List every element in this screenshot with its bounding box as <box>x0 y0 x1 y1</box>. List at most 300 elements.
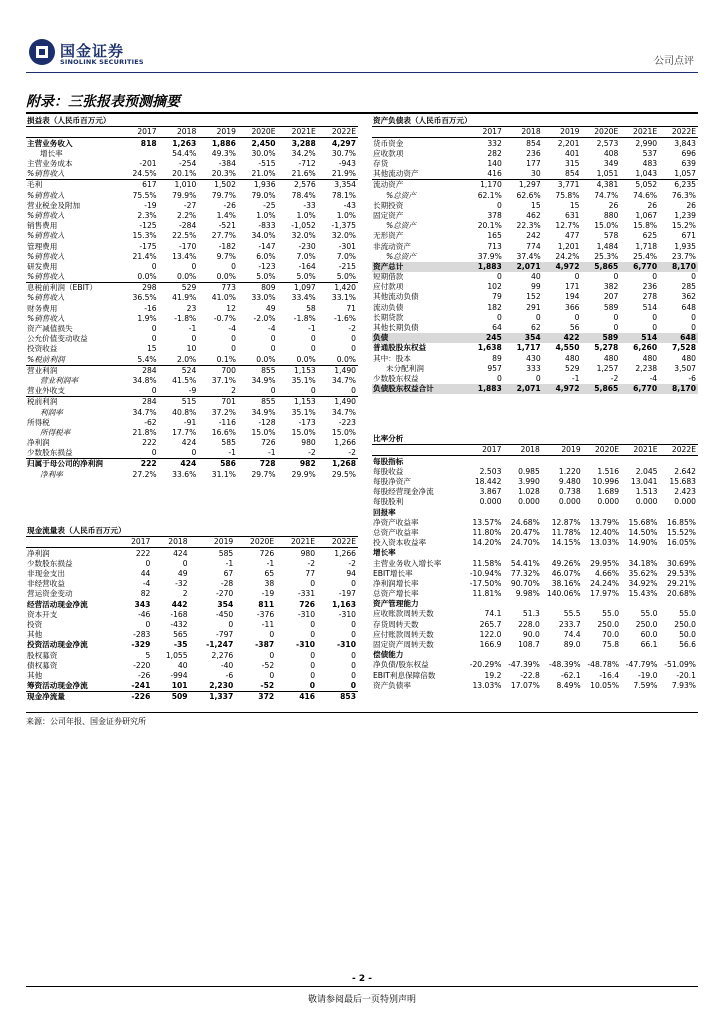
value-cell: -16.4 <box>599 670 620 680</box>
value-cell: 10 <box>186 344 197 354</box>
value-cell: 64 <box>492 323 502 333</box>
value-cell: 37.4% <box>516 251 541 261</box>
value-cell: 37.2% <box>211 407 236 417</box>
table-row <box>26 149 358 159</box>
value-cell: 0 <box>613 323 619 333</box>
row-label: 回报率 <box>373 507 396 517</box>
value-cell: -48.39% <box>548 660 581 670</box>
value-cell: 0 <box>574 272 580 282</box>
value-cell: -28 <box>220 579 234 589</box>
value-cell: 2,450 <box>251 138 276 148</box>
value-cell: 1,886 <box>211 138 236 148</box>
value-cell: 617 <box>119 180 159 191</box>
ratio-analysis-table <box>372 434 698 691</box>
row-label: 长期贷款 <box>373 312 404 322</box>
value-cell: -4 <box>142 579 151 589</box>
table-row <box>26 579 358 589</box>
value-cell: 101 <box>171 681 188 691</box>
value-cell: 49 <box>265 303 276 313</box>
row-label: 其他 <box>27 670 43 680</box>
value-cell: 0.0% <box>336 354 356 364</box>
value-cell: 1,057 <box>674 169 696 179</box>
row-label: 股权募资 <box>27 650 58 660</box>
row-label: 主营业务收入 <box>27 138 73 148</box>
value-cell: 0 <box>228 619 234 629</box>
value-cell: 0 <box>151 386 157 396</box>
value-cell: 0 <box>496 272 502 282</box>
row-label: 净利率 <box>40 469 63 479</box>
value-cell: 343 <box>134 599 151 609</box>
value-cell: -125 <box>139 221 157 231</box>
value-cell: 1,717 <box>516 343 541 353</box>
value-cell: 282 <box>487 148 502 158</box>
value-cell: -254 <box>179 159 197 169</box>
value-cell: -241 <box>131 681 151 691</box>
row-label: 其他长期负债 <box>373 323 419 333</box>
value-cell: 1,935 <box>674 241 696 251</box>
table-row <box>372 528 698 538</box>
value-cell: 1,067 <box>635 210 658 220</box>
value-cell: 9.480 <box>558 477 581 487</box>
value-cell: 15.0% <box>251 427 276 437</box>
value-cell: 1,420 <box>318 283 358 294</box>
value-cell: 2,573 <box>596 138 619 148</box>
value-cell: 5.4% <box>137 354 157 364</box>
value-cell: 349 <box>603 159 619 169</box>
value-cell: 245 <box>465 333 504 343</box>
row-label: 流动负债 <box>373 302 404 312</box>
value-cell: 24.68% <box>510 517 540 527</box>
value-cell: 0 <box>151 324 157 334</box>
row-label: 偿债能力 <box>373 650 404 660</box>
value-cell: 537 <box>642 148 658 158</box>
value-cell <box>465 456 503 467</box>
page-header <box>0 0 724 70</box>
value-cell: 1.513 <box>635 487 658 497</box>
cash-flow-table <box>26 526 358 702</box>
value-cell: -47.79% <box>625 660 658 670</box>
row-label: 营业外收支 <box>27 386 65 396</box>
value-cell: 29.53% <box>667 568 696 578</box>
value-cell: 30.7% <box>331 148 356 158</box>
logo-text-cn: 国金证券 <box>60 42 125 60</box>
value-cell: 0 <box>269 630 275 640</box>
year-header-row <box>26 127 358 138</box>
row-label: 每股股利 <box>373 497 404 507</box>
value-cell <box>465 650 503 660</box>
row-label: 固定资产周转天数 <box>373 640 434 650</box>
value-cell <box>583 507 621 517</box>
value-cell: 31.1% <box>211 469 236 479</box>
value-cell: 6,235 <box>659 180 698 191</box>
value-cell: 62.6% <box>516 190 541 200</box>
value-cell: -2 <box>610 373 619 383</box>
value-cell: 0 <box>351 579 356 589</box>
section-title: 现金流量表（人民币百万元） <box>26 526 358 537</box>
value-cell: 980 <box>300 548 316 558</box>
value-cell: 2,071 <box>504 262 543 272</box>
value-cell: 242 <box>526 231 541 241</box>
value-cell: 7.0% <box>296 251 316 261</box>
value-cell: -1,375 <box>331 221 356 231</box>
value-cell: 34.92% <box>628 578 658 588</box>
value-cell: 7.0% <box>336 251 356 261</box>
table-row <box>372 630 698 640</box>
section-title: 资产负债表（人民币百万元） <box>372 116 698 127</box>
value-cell: 1,718 <box>635 241 658 251</box>
value-cell <box>465 548 503 558</box>
value-cell: 17.7% <box>172 427 197 437</box>
row-label: 长期投资 <box>373 200 404 210</box>
value-cell: 2,276 <box>211 650 234 660</box>
value-cell: 15.0% <box>291 427 316 437</box>
year-header-cell: 2017 <box>465 127 504 138</box>
value-cell: 94 <box>346 569 356 579</box>
value-cell: 0 <box>309 681 316 691</box>
value-cell: 0 <box>270 386 276 396</box>
value-cell: 855 <box>238 397 278 408</box>
value-cell: 424 <box>181 438 197 448</box>
value-cell: -310 <box>336 640 356 650</box>
value-cell: 0 <box>351 619 356 629</box>
value-cell: 33.6% <box>172 469 197 479</box>
value-cell: 49 <box>177 569 188 579</box>
value-cell: 6.0% <box>256 251 276 261</box>
value-cell: -331 <box>297 589 316 599</box>
value-cell: 333 <box>526 363 541 373</box>
value-cell: 354 <box>504 333 543 343</box>
value-cell: 2.045 <box>635 466 658 476</box>
row-label: 财务费用 <box>27 303 58 313</box>
value-cell: -11 <box>261 619 275 629</box>
value-cell: 430 <box>526 353 541 363</box>
value-cell: 0 <box>691 323 696 333</box>
value-cell: -943 <box>338 159 356 169</box>
value-cell: 9.7% <box>216 251 236 261</box>
value-cell: 90.0 <box>522 629 540 639</box>
value-cell <box>503 599 541 609</box>
value-cell: 26 <box>686 200 696 210</box>
row-label: %总资产 <box>386 221 416 231</box>
row-label: %总资产 <box>386 251 416 261</box>
value-cell <box>660 507 699 517</box>
value-cell: 0 <box>269 650 275 660</box>
table-row <box>372 568 698 578</box>
row-label: 其他流动负债 <box>373 292 419 302</box>
value-cell: 401 <box>564 148 580 158</box>
value-cell: -4 <box>228 324 236 334</box>
value-cell: 74.1 <box>484 609 502 619</box>
value-cell: 372 <box>235 692 276 703</box>
value-cell: 74.4 <box>563 629 581 639</box>
table-row <box>26 169 358 180</box>
value-cell: 13.57% <box>472 517 502 527</box>
value-cell: 0 <box>310 650 316 660</box>
table-row <box>372 241 698 251</box>
row-label: 资产管理能力 <box>373 599 419 609</box>
value-cell: 30 <box>530 169 541 179</box>
value-cell: 3.990 <box>518 477 540 487</box>
value-cell: 529 <box>564 363 580 373</box>
value-cell: 70.0 <box>602 629 620 639</box>
value-cell: -164 <box>298 261 316 271</box>
value-cell: -201 <box>139 159 157 169</box>
value-cell: 480 <box>564 353 580 363</box>
value-cell: 34.7% <box>331 375 356 385</box>
value-cell: 696 <box>681 148 696 158</box>
value-cell: 483 <box>642 159 658 169</box>
row-label: %销售收入 <box>27 169 65 179</box>
value-cell: 29.21% <box>667 578 696 588</box>
year-header-cell: 2021E <box>278 127 318 138</box>
year-header-cell: 2022E <box>659 127 698 138</box>
income-statement-table <box>26 116 358 480</box>
value-cell: 0 <box>310 670 316 680</box>
value-cell: 5,865 <box>581 384 620 394</box>
value-cell: 250.0 <box>597 619 620 629</box>
year-header-cell: 2018 <box>159 127 199 138</box>
table-row <box>26 438 358 448</box>
row-label: %销售收入 <box>27 210 65 220</box>
table-row <box>26 417 358 427</box>
value-cell: -116 <box>218 417 236 427</box>
value-cell: 76.3% <box>671 190 696 200</box>
value-cell: 15.3% <box>132 231 157 241</box>
cash-flow-panel <box>26 526 358 702</box>
year-header-cell: 2017 <box>119 127 159 138</box>
year-header-cell: 2022E <box>660 445 699 456</box>
value-cell: 20.3% <box>211 169 236 179</box>
value-cell: 13.79% <box>590 517 620 527</box>
value-cell: 8.49% <box>556 680 581 690</box>
value-cell: 0 <box>652 312 658 322</box>
value-cell <box>660 548 699 558</box>
value-cell: 20.1% <box>172 169 197 179</box>
value-cell: 21.9% <box>331 169 356 179</box>
value-cell: 315 <box>564 159 580 169</box>
value-cell: -16 <box>144 303 157 313</box>
year-header-cell: 2020E <box>235 537 276 548</box>
value-cell: 166.9 <box>479 640 502 650</box>
value-cell: 631 <box>564 210 580 220</box>
value-cell: 4,972 <box>543 262 582 272</box>
row-label: 每股经营现金净流 <box>373 487 434 497</box>
section-title: 损益表（人民币百万元） <box>26 116 358 127</box>
value-cell <box>660 599 699 609</box>
value-cell: 514 <box>642 302 658 312</box>
value-cell: 648 <box>681 302 696 312</box>
value-cell: 0.0% <box>256 354 276 364</box>
value-cell: 4,550 <box>555 343 580 353</box>
row-label: EBIT增长率 <box>373 568 413 578</box>
row-label: 固定资产 <box>373 210 404 220</box>
value-cell: 32.0% <box>291 231 316 241</box>
row-label: 主营业务成本 <box>27 159 73 169</box>
value-cell: -9 <box>188 386 197 396</box>
row-label: 利润率 <box>40 407 63 417</box>
table-row <box>372 609 698 619</box>
table-row <box>26 159 358 169</box>
value-cell: 408 <box>603 148 619 158</box>
value-cell <box>465 507 503 517</box>
value-cell <box>660 456 699 467</box>
value-cell: 298 <box>119 283 159 294</box>
row-label: 息税前利润（EBIT） <box>26 283 119 294</box>
row-label: 少数股东权益 <box>373 373 419 383</box>
value-cell: 14.50% <box>628 527 658 537</box>
row-label: 所得税 <box>27 417 50 427</box>
value-cell: -376 <box>256 609 275 619</box>
value-cell: 726 <box>299 599 316 609</box>
year-header-cell: 2022E <box>318 127 358 138</box>
value-cell: 589 <box>581 333 620 343</box>
value-cell <box>621 599 659 609</box>
value-cell: 4,381 <box>581 180 620 191</box>
value-cell: 1,239 <box>674 210 696 220</box>
value-cell: 5,052 <box>620 180 659 191</box>
value-cell: 21.6% <box>291 169 316 179</box>
table-row <box>372 670 698 680</box>
value-cell: 0 <box>351 650 356 660</box>
value-cell: 854 <box>564 169 580 179</box>
value-cell: 0 <box>191 261 197 271</box>
value-cell: 585 <box>218 548 234 558</box>
table-row <box>26 459 358 470</box>
value-cell: 12.87% <box>551 517 581 527</box>
value-cell: 0.000 <box>635 497 658 507</box>
value-cell: 0 <box>496 200 502 210</box>
value-cell: 22.3% <box>516 221 541 231</box>
value-cell: 2,238 <box>635 363 658 373</box>
value-cell: 122.0 <box>479 629 502 639</box>
row-label: 增长率 <box>373 548 396 558</box>
value-cell: 0 <box>191 448 197 458</box>
value-cell: 11.81% <box>472 589 502 599</box>
table-row <box>26 376 358 386</box>
value-cell: 140 <box>487 159 502 169</box>
value-cell: 20.68% <box>667 589 696 599</box>
balance-sheet-panel <box>372 116 698 394</box>
value-cell: -62 <box>144 417 157 427</box>
value-cell: 29.5% <box>331 469 356 479</box>
value-cell: 14.20% <box>472 538 502 548</box>
table-row <box>26 386 358 397</box>
value-cell: 30.0% <box>251 148 276 158</box>
value-cell <box>621 650 659 660</box>
value-cell: 0 <box>310 630 316 640</box>
value-cell: 285 <box>681 282 696 292</box>
value-cell: 23 <box>186 303 197 313</box>
value-cell: 14.90% <box>628 538 658 548</box>
year-header-row <box>26 537 358 548</box>
value-cell: 0 <box>145 619 151 629</box>
value-cell: 0.1% <box>216 354 236 364</box>
value-cell: 33.1% <box>331 293 356 303</box>
year-header-blank <box>26 537 119 548</box>
page-number: - 2 - <box>352 974 372 984</box>
value-cell: -173 <box>298 417 316 427</box>
value-cell: 728 <box>238 459 278 470</box>
value-cell: -25 <box>263 200 276 210</box>
year-header-row <box>372 127 698 138</box>
value-cell: 51.3 <box>522 609 540 619</box>
value-cell: 17.07% <box>510 680 540 690</box>
row-label: 总资产收益率 <box>373 527 419 537</box>
table-row <box>26 211 358 221</box>
value-cell: 1,638 <box>477 343 502 353</box>
table-row <box>26 559 358 569</box>
value-cell: 589 <box>603 302 619 312</box>
value-cell: -1 <box>308 324 316 334</box>
title-underline <box>26 112 698 114</box>
value-cell: 35.1% <box>291 375 316 385</box>
value-cell: 34.9% <box>251 375 276 385</box>
table-row <box>26 180 358 191</box>
value-cell: 62 <box>530 323 541 333</box>
value-cell: 284 <box>119 397 159 408</box>
value-cell: 0 <box>351 386 356 396</box>
value-cell: 853 <box>317 692 358 703</box>
value-cell: 515 <box>159 397 199 408</box>
value-cell: -797 <box>216 630 234 640</box>
value-cell: 480 <box>681 353 696 363</box>
table-row <box>372 518 698 528</box>
value-cell: 34.2% <box>291 148 316 158</box>
value-cell: 34.8% <box>132 375 157 385</box>
table-row <box>26 599 358 609</box>
value-cell: 0 <box>351 630 356 640</box>
value-cell: 0.0% <box>296 354 316 364</box>
year-header-cell: 2021E <box>621 445 659 456</box>
row-label: 资产总计 <box>372 262 465 272</box>
table-row <box>372 313 698 323</box>
value-cell: 1.4% <box>216 210 236 220</box>
row-label: 无形资产 <box>373 231 404 241</box>
value-cell: -26 <box>137 670 151 680</box>
value-cell: 15.683 <box>669 477 696 487</box>
row-label: 主营业务收入增长率 <box>373 558 442 568</box>
value-cell <box>583 650 621 660</box>
value-cell: 13.03% <box>472 680 502 690</box>
row-label: %销售收入 <box>27 313 65 323</box>
table-row <box>26 365 358 376</box>
row-label: 归属于母公司的净利润 <box>26 459 119 470</box>
value-cell: 55.0 <box>602 609 620 619</box>
value-cell: 424 <box>173 548 188 558</box>
value-cell <box>542 548 583 558</box>
row-label: 筹资活动现金净流 <box>27 681 88 691</box>
value-cell: 1.0% <box>256 210 276 220</box>
value-cell: 354 <box>217 599 234 609</box>
value-cell <box>503 507 541 517</box>
table-row <box>372 211 698 221</box>
value-cell: 56 <box>569 323 580 333</box>
value-cell: 3,843 <box>674 138 696 148</box>
value-cell: 11.78% <box>551 527 581 537</box>
value-cell: 291 <box>526 302 541 312</box>
value-cell: 0 <box>652 272 658 282</box>
value-cell: 54.41% <box>510 558 540 568</box>
value-cell: 171 <box>564 282 580 292</box>
value-cell: -1 <box>571 373 580 383</box>
value-cell: 1,010 <box>159 180 199 191</box>
table-row <box>26 630 358 640</box>
value-cell: -0.7% <box>213 313 236 323</box>
table-row <box>26 344 358 354</box>
value-cell: 854 <box>526 138 541 148</box>
row-label: 货币资金 <box>373 138 404 148</box>
value-cell: 90.70% <box>510 578 540 588</box>
